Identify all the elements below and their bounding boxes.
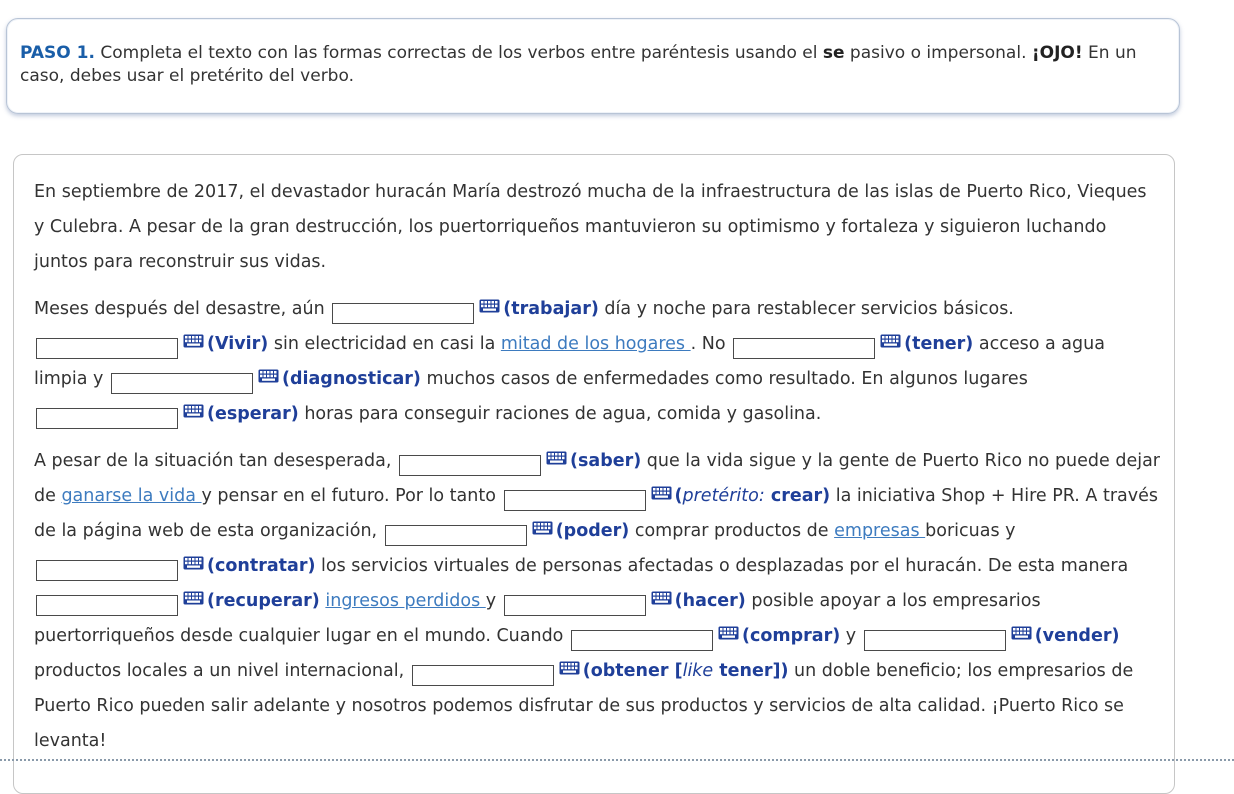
text: productos locales a un nivel internacional, [34,661,410,681]
answer-input-saber[interactable] [399,455,541,476]
verb-comprar: (comprar) [741,626,841,646]
answer-input-tener[interactable] [733,338,875,359]
verb-diagnosticar: (diagnosticar) [281,369,421,389]
answer-input-obtener[interactable] [412,665,554,686]
text: un doble beneficio; los empresarios de Puerto Rico pueden salir adelante y nosotros podemos disfrutar de sus productos y servicios de alta calidad. ¡Puerto Rico se levanta! [34,661,1134,751]
verb-italic: like [682,661,714,681]
verb-part: crear) [764,486,831,506]
keyboard-icon[interactable] [183,556,204,570]
answer-input-contratar[interactable] [36,560,178,581]
answer-input-comprar[interactable] [571,630,713,651]
keyboard-icon[interactable] [183,404,204,418]
verb-crear [675,486,831,506]
keyboard-icon[interactable] [559,661,580,675]
text: los servicios virtuales de personas afectadas o desplazadas por el huracán. De esta manera [315,556,1129,576]
verb-vender: (vender) [1034,626,1120,646]
glossary-link-ingresos-perdidos[interactable]: ingresos perdidos [325,591,486,611]
paragraph-2 [34,292,1162,432]
answer-input-esperar[interactable] [36,408,178,429]
verb-trabajar: (trabajar) [503,299,599,319]
text: que la vida sigue y la gente de Puerto Rico no puede dejar de [34,451,1161,506]
paso-label: PASO 1. [20,43,95,63]
instructions-text-1: Completa el texto con las formas correctas de los verbos entre paréntesis usando el [94,43,823,63]
answer-input-hacer[interactable] [504,595,646,616]
text: muchos casos de enfermedades como resultado. En algunos lugares [420,369,1028,389]
keyboard-icon[interactable] [1011,626,1032,640]
glossary-link-ganarse-la-vida[interactable]: ganarse la vida [61,486,202,506]
instructions-text-2: pasivo o impersonal. [844,43,1032,63]
keyboard-icon[interactable] [651,591,672,605]
answer-input-crear[interactable] [504,490,646,511]
verb-obtener [583,661,789,681]
keyboard-icon[interactable] [183,591,204,605]
verb-contratar: (contratar) [207,556,316,576]
text: posible apoyar a los empresarios puertorriqueños desde cualquier lugar en el mundo. Cuando [34,591,1041,646]
keyboard-icon[interactable] [532,521,553,535]
text: la iniciativa Shop + Hire PR. A través de la página web de esta organización, [34,486,1158,541]
glossary-link-empresas[interactable]: empresas [834,521,926,541]
instructions-se: se [822,43,845,63]
verb-part: ( [674,486,683,506]
answer-input-poder[interactable] [385,525,527,546]
paragraph-3 [34,444,1162,759]
answer-input-vivir[interactable] [36,338,178,359]
text: boricuas y [925,521,1016,541]
text: y [840,626,862,646]
answer-input-vender[interactable] [864,630,1006,651]
text: y [485,591,502,611]
verb-part: tener]) [713,661,789,681]
answer-input-recuperar[interactable] [36,595,178,616]
instructions-ojo: ¡OJO! [1031,43,1083,63]
paragraph-intro: En septiembre de 2017, el devastador huracán María destrozó mucha de la infraestructura de las islas de Puerto Rico, Vieques y Culebra. A pesar de la gran destrucción, los puertorriqueños mantuvieron su optimismo y fortaleza y siguieron luchando juntos para reconstruir sus vidas. [34,182,1147,272]
glossary-link-mitad-de-los-hogares[interactable]: mitad de los hogares [500,334,691,354]
keyboard-icon[interactable] [183,334,204,348]
verb-vivir: (Vivir) [207,334,269,354]
text: . No [690,334,732,354]
keyboard-icon[interactable] [546,451,567,465]
verb-poder: (poder) [555,521,630,541]
text: Meses después del desastre, aún [34,299,331,319]
verb-tener: (tener) [904,334,974,354]
verb-italic: pretérito: [682,486,765,506]
text: acceso a agua limpia y [34,334,1105,389]
instructions-panel [6,18,1180,114]
verb-esperar: (esperar) [207,404,299,424]
exercise-panel [13,154,1175,794]
answer-input-diagnosticar[interactable] [111,373,253,394]
answer-input-trabajar[interactable] [332,303,474,324]
text: sin electricidad en casi la [268,334,501,354]
text: horas para conseguir raciones de agua, comida y gasolina. [298,404,822,424]
instructions-text-3: En un caso, debes usar el pretérito del verbo. [20,43,1137,86]
text: día y noche para restablecer servicios básicos. [598,299,1014,319]
verb-part: (obtener [ [582,661,683,681]
text: y pensar en el futuro. Por lo tanto [201,486,502,506]
keyboard-icon[interactable] [651,486,672,500]
text: comprar productos de [629,521,835,541]
keyboard-icon[interactable] [258,369,279,383]
verb-saber: (saber) [569,451,642,471]
keyboard-icon[interactable] [479,299,500,313]
text: A pesar de la situación tan desesperada, [34,451,397,471]
page-bottom-border [0,759,1234,761]
verb-hacer: (hacer) [674,591,746,611]
keyboard-icon[interactable] [718,626,739,640]
keyboard-icon[interactable] [880,334,901,348]
verb-recuperar: (recuperar) [207,591,320,611]
